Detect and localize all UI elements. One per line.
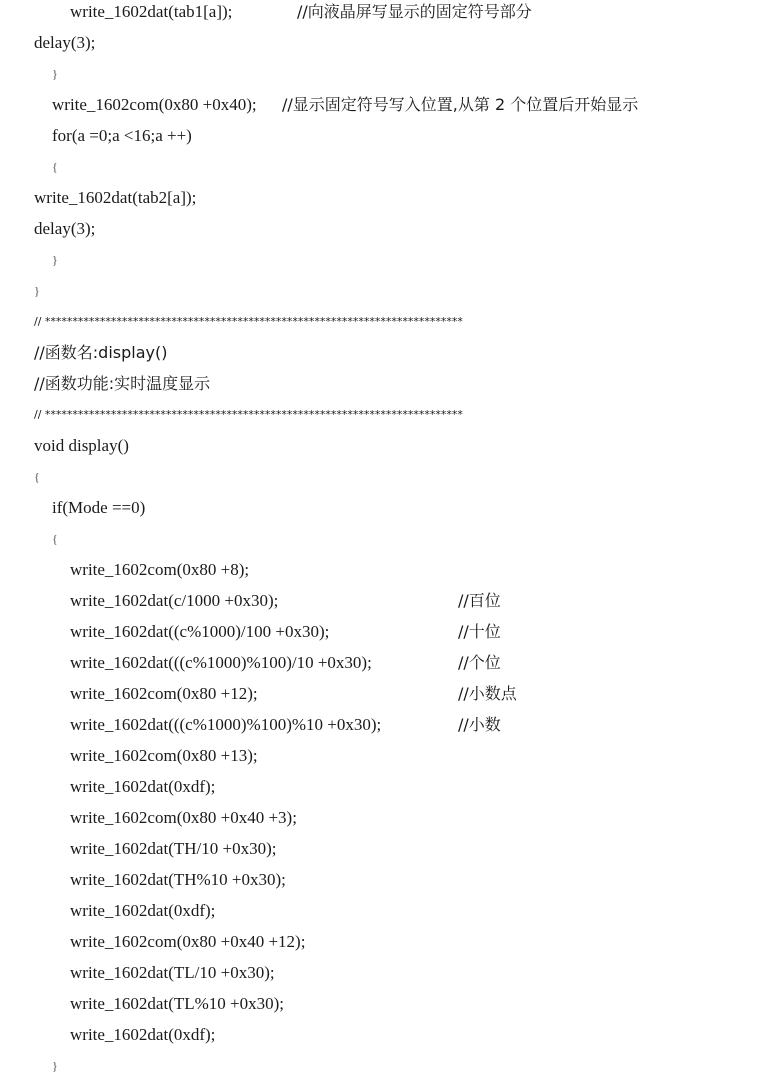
code-text: write_1602dat(0xdf); bbox=[70, 1025, 216, 1044]
code-text: write_1602dat(((c%1000)%100)%10 +0x30); bbox=[70, 715, 382, 734]
code-text: write_1602dat(((c%1000)%100)/10 +0x30); bbox=[70, 653, 372, 672]
code-text: } bbox=[52, 67, 58, 81]
code-text: write_1602dat(0xdf); bbox=[70, 777, 216, 796]
code-text: write_1602dat(c/1000 +0x30); bbox=[70, 591, 279, 610]
code-text: { bbox=[52, 532, 58, 546]
code-comment: // **************************************************************************** bbox=[34, 315, 463, 328]
code-text: write_1602com(0x80 +12); bbox=[70, 684, 258, 703]
code-text: } bbox=[52, 1059, 58, 1073]
code-text: write_1602dat((c%1000)/100 +0x30); bbox=[70, 622, 330, 641]
code-text: } bbox=[34, 284, 40, 298]
code-comment: //向液晶屏写显示的固定符号部分 bbox=[297, 2, 532, 21]
code-text: write_1602dat(0xdf); bbox=[70, 901, 216, 920]
code-text: write_1602com(0x80 +0x40 +3); bbox=[70, 808, 297, 827]
code-comment: //函数名:display() bbox=[34, 343, 168, 362]
code-text: write_1602com(0x80 +8); bbox=[70, 560, 250, 579]
code-text: write_1602dat(tab2[a]); bbox=[34, 188, 197, 207]
code-text: write_1602com(0x80 +0x40 +12); bbox=[70, 932, 306, 951]
code-comment: // **************************************************************************** bbox=[34, 408, 463, 421]
code-text: write_1602dat(tab1[a]); bbox=[70, 2, 233, 21]
code-text: } bbox=[52, 253, 58, 267]
code-text: for(a =0;a <16;a ++) bbox=[52, 126, 192, 145]
code-text: delay(3); bbox=[34, 219, 96, 238]
code-text: write_1602com(0x80 +13); bbox=[70, 746, 258, 765]
code-comment: //显示固定符号写入位置,从第 2 个位置后开始显示 bbox=[282, 95, 639, 114]
code-comment: //个位 bbox=[458, 653, 501, 672]
code-text: { bbox=[34, 470, 40, 484]
code-text: delay(3); bbox=[34, 33, 96, 52]
code-comment: //小数点 bbox=[458, 684, 517, 703]
code-text: write_1602com(0x80 +0x40); bbox=[52, 95, 257, 114]
code-text: write_1602dat(TL%10 +0x30); bbox=[70, 994, 285, 1013]
code-comment: //百位 bbox=[458, 591, 501, 610]
code-text: write_1602dat(TL/10 +0x30); bbox=[70, 963, 275, 982]
code-text: write_1602dat(TH%10 +0x30); bbox=[70, 870, 286, 889]
code-text: { bbox=[52, 160, 58, 174]
code-text: void display() bbox=[34, 436, 129, 455]
code-text: write_1602dat(TH/10 +0x30); bbox=[70, 839, 277, 858]
code-comment: //函数功能:实时温度显示 bbox=[34, 374, 211, 393]
code-comment: //十位 bbox=[458, 622, 501, 641]
code-text: if(Mode ==0) bbox=[52, 498, 146, 517]
code-comment: //小数 bbox=[458, 715, 501, 734]
